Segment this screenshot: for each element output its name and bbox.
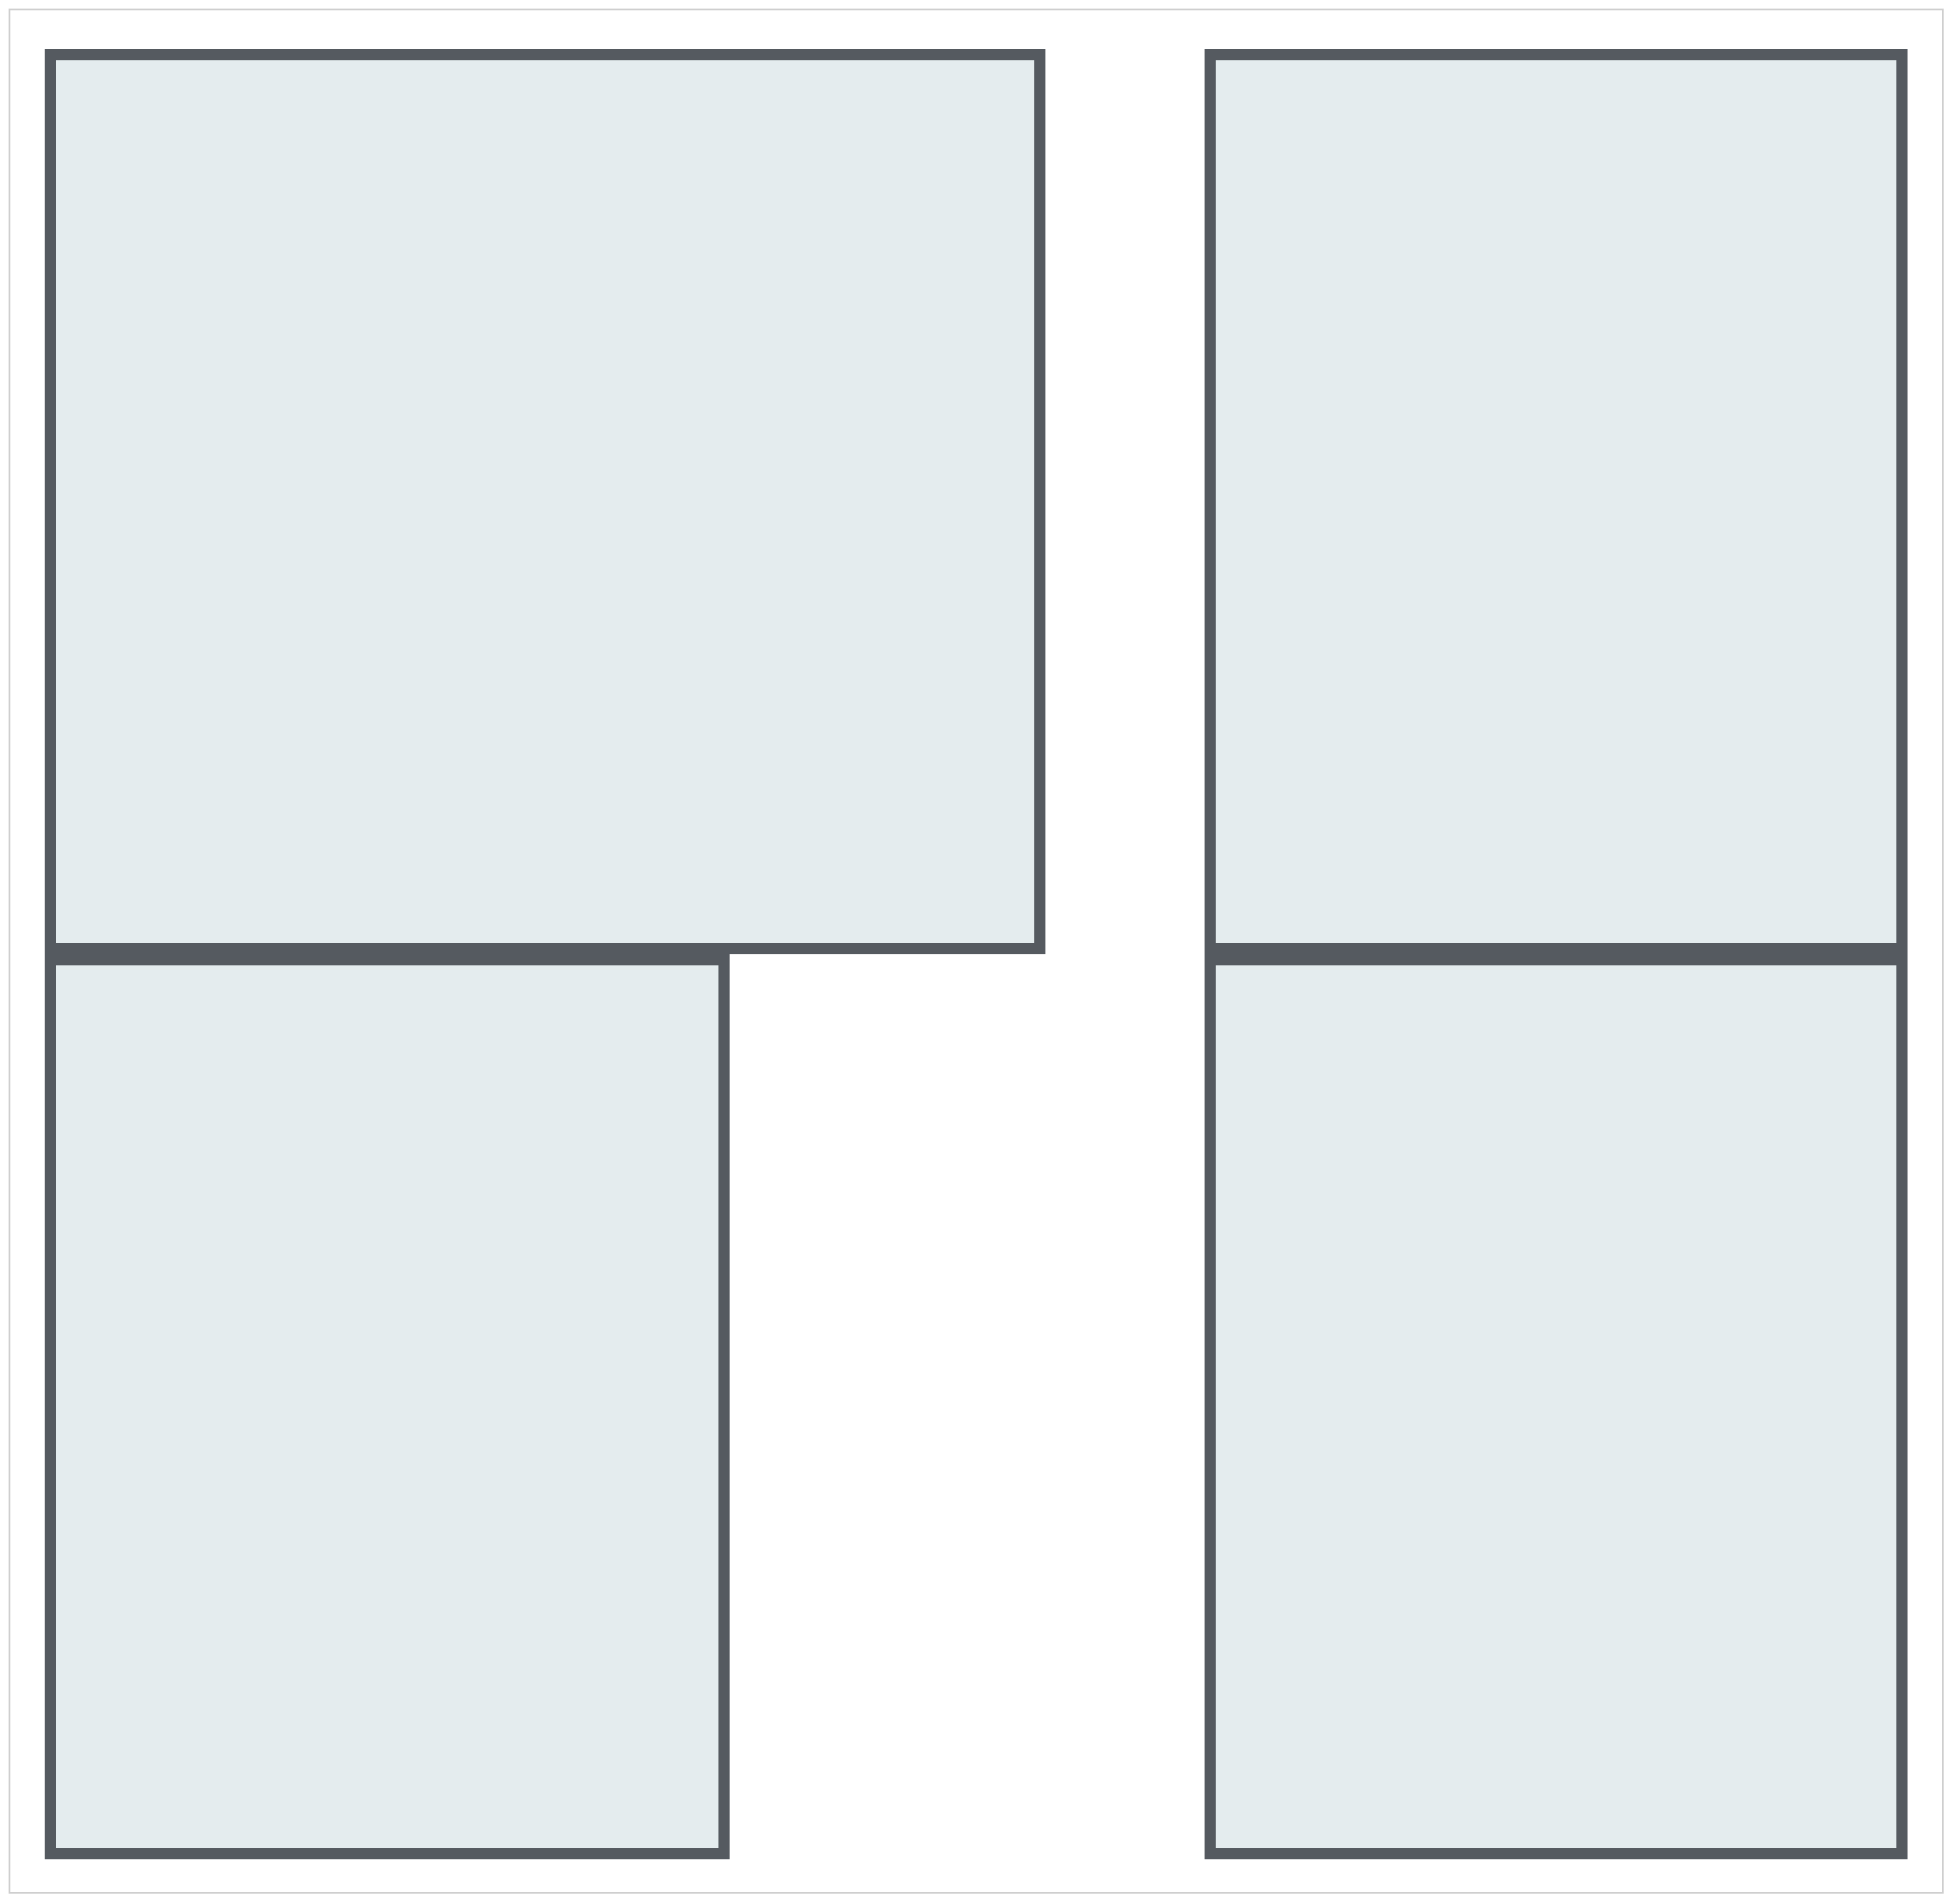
legend-item-b [774,1085,1140,1133]
legend-item-c [774,1133,1140,1181]
panel-d [1205,954,1908,1859]
legend [774,1037,1140,1229]
panel-b [1205,49,1908,954]
panel-a [45,49,1045,954]
panel-c [45,954,730,1859]
legend-item-d [774,1181,1140,1229]
legend-item-a [774,1037,1140,1085]
